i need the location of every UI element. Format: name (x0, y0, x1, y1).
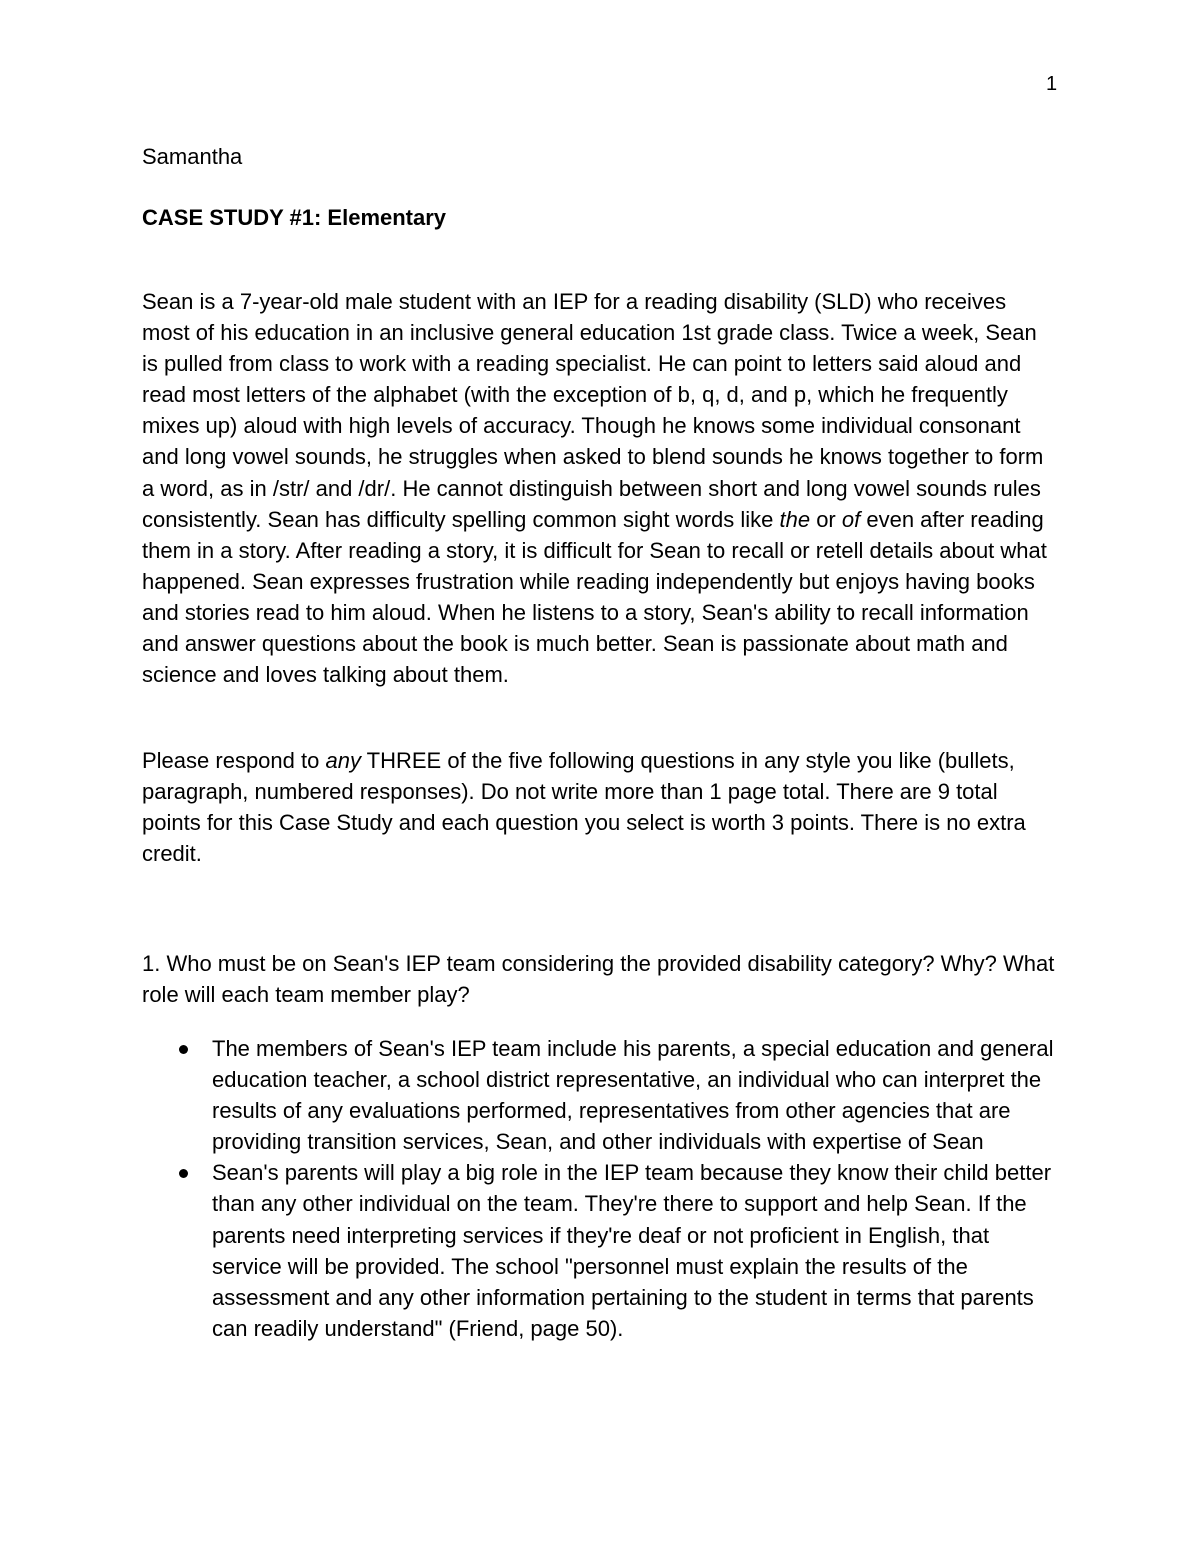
answer-item-2 (142, 1157, 1062, 1344)
case-text-italic-the: the (779, 506, 811, 532)
case-description-paragraph (142, 286, 1057, 690)
instructions-part-2: THREE of the five following questions in any style you like (bullets, paragraph, numbered responses). Do not write more than 1 page total. There are 9 total points for this Case Study and each question you select is worth 3 points. There is no extra credit. (142, 748, 1026, 867)
case-text-part-1: Sean is a 7-year-old male student with an IEP for a reading disability (SLD) who receives most of his education in an inclusive general education 1st grade class. Twice a week, Sean is pulled from class to work with a reading specialist. He can point to letters said aloud and read most letters of the alphabet (with the exception of b, q, d, and p, which he frequently mixes up) aloud with high levels of accuracy. Though he knows some individual consonant and long vowel sounds, he struggles when asked to blend sounds he knows together to form a word, as in /str/ and /dr/. He cannot distinguish between short and long vowel sounds rules consistently. Sean has difficulty spelling common sight words like (142, 289, 1044, 532)
case-text-part-2: or (810, 506, 842, 532)
answer-item-1 (142, 1033, 1062, 1157)
case-study-title: CASE STUDY #1: Elementary (142, 205, 447, 230)
case-text-part-3: even after reading them in a story. After reading a story, it is difficult for Sean to recall or retell details about what happened. Sean expresses frustration while reading independently but enjoys having books and stories read to him aloud. When he listens to a story, Sean's ability to recall information and answer questions about the book is much better. Sean is passionate about math and science and loves talking about them. (142, 506, 1047, 688)
bullet-dot-icon (179, 1045, 188, 1054)
answer-text-2: Sean's parents will play a big role in the IEP team because they know their child better than any other individual on the team. They're there to support and help Sean. If the parents need interpreting services if they're deaf or not proficient in English, that service will be provided. The school "personnel must explain the results of the assessment and any other information pertaining to the student in terms that parents can readily understand" (Friend, page 50). (212, 1160, 1052, 1341)
page-number: 1 (1046, 73, 1058, 95)
bullet-dot-icon (179, 1169, 188, 1178)
case-text-italic-of: of (841, 506, 861, 532)
question-1: 1. Who must be on Sean's IEP team considering the provided disability category? Why? What role will each team member play? (142, 951, 1055, 1008)
instructions-part-1: Please respond to (142, 748, 326, 773)
instructions-paragraph (142, 745, 1057, 869)
answer-bullet-list (142, 1033, 1062, 1344)
answer-text-1: The members of Sean's IEP team include his parents, a special education and general education teacher, a school district representative, an individual who can interpret the results of any evaluations performed, representatives from other agencies that are providing transition services, Sean, and other individuals with expertise of Sean (212, 1036, 1054, 1155)
author-name: Samantha (142, 144, 243, 169)
instructions-italic-any: any (325, 748, 361, 773)
